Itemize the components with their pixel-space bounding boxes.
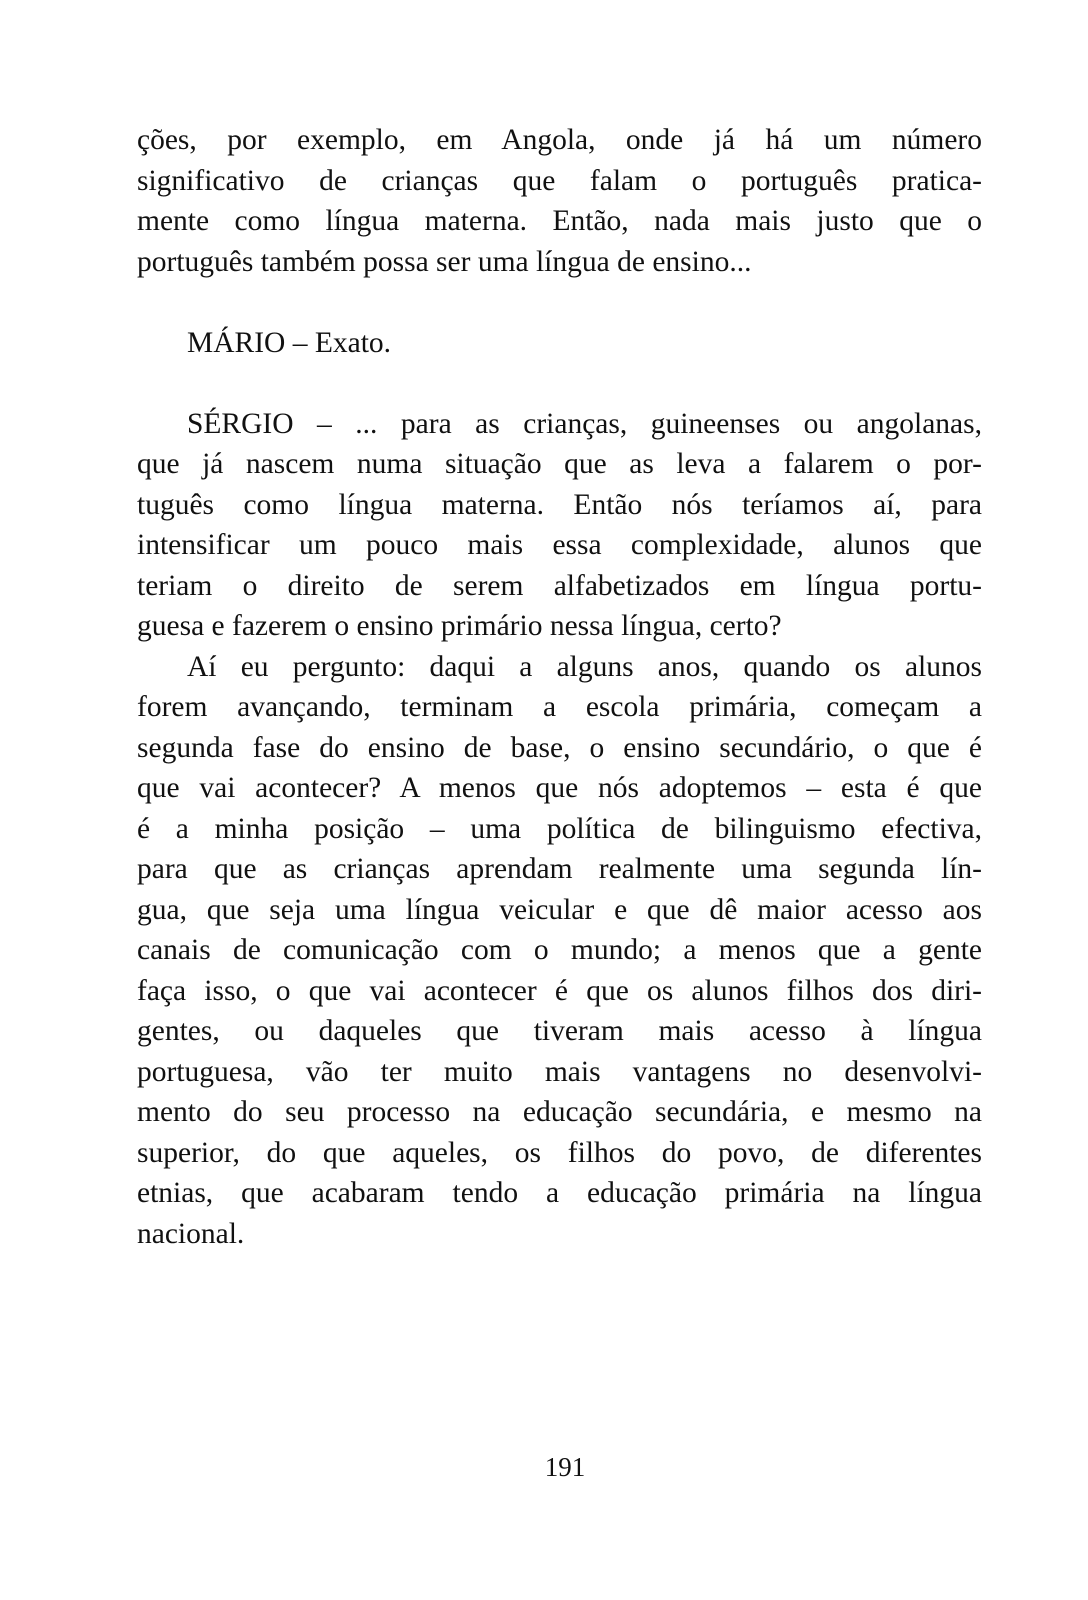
text-line: MÁRIO – Exato. <box>187 326 392 359</box>
text-line: mente como língua materna. Então, nada mais justo que o <box>137 205 982 237</box>
text-line: intensificar um pouco mais essa complexidade, alunos que <box>137 529 982 561</box>
text-line: guesa e fazerem o ensino primário nessa língua, certo? <box>137 610 782 642</box>
text-line: segunda fase do ensino de base, o ensino secundário, o que é <box>137 731 982 764</box>
body-text <box>137 120 982 1254</box>
paragraph <box>137 120 982 282</box>
text-line: gentes, ou daqueles que tiveram mais acesso à língua <box>137 1015 982 1047</box>
text-line: ções, por exemplo, em Angola, onde já há um número <box>137 124 982 156</box>
text-line: português também possa ser uma língua de ensino... <box>137 245 752 278</box>
paragraph <box>137 404 982 647</box>
text-line: tuguês como língua materna. Então nós teríamos aí, para <box>137 488 982 521</box>
text-line: gua, que seja uma língua veicular e que dê maior acesso aos <box>137 893 982 926</box>
text-line: canais de comunicação com o mundo; a menos que a gente <box>137 934 982 966</box>
text-line: teriam o direito de serem alfabetizados em língua portu- <box>137 569 982 602</box>
text-line: Aí eu pergunto: daqui a alguns anos, quando os alunos <box>187 650 982 683</box>
text-line: faça isso, o que vai acontecer é que os alunos filhos dos diri- <box>137 974 982 1007</box>
text-line: etnias, que acabaram tendo a educação primária na língua <box>137 1177 982 1209</box>
paragraph <box>137 323 982 364</box>
text-line: mento do seu processo na educação secundária, e mesmo na <box>137 1096 982 1128</box>
text-line: nacional. <box>137 1217 245 1250</box>
text-line: é a minha posição – uma política de bilinguismo efectiva, <box>137 812 982 845</box>
text-line: que vai acontecer? A menos que nós adoptemos – esta é que <box>137 772 982 804</box>
paragraph <box>137 647 982 1255</box>
text-line: que já nascem numa situação que as leva a falarem o por- <box>137 448 982 480</box>
page-number: 191 <box>544 1452 586 1482</box>
text-line: para que as crianças aprendam realmente uma segunda lín- <box>137 853 982 885</box>
text-line: SÉRGIO – ... para as crianças, guineenses ou angolanas, <box>187 407 982 440</box>
text-line: significativo de crianças que falam o português pratica- <box>137 164 982 197</box>
text-line: forem avançando, terminam a escola primária, começam a <box>137 691 982 723</box>
text-line: superior, do que aqueles, os filhos do povo, de diferentes <box>137 1136 982 1169</box>
text-line: portuguesa, vão ter muito mais vantagens no desenvolvi- <box>137 1055 982 1088</box>
